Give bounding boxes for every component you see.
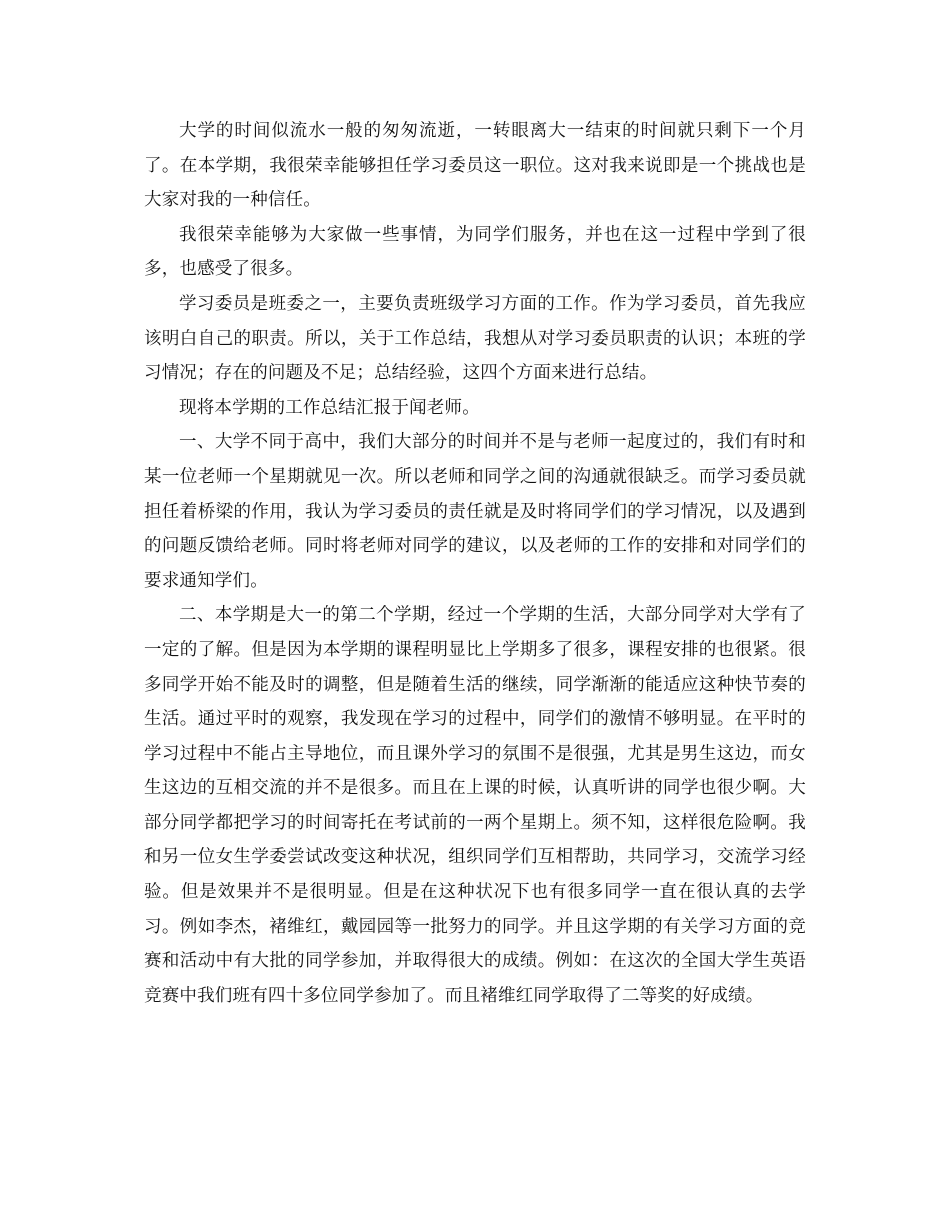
paragraph-intro: 大学的时间似流水一般的匆匆流逝，一转眼离大一结束的时间就只剩下一个月了。在本学期，我很荣幸能够担任学习委员这一职位。这对我来说即是一个挑战也是大家对我的一种信任。 (144, 121, 806, 211)
document-page (144, 114, 806, 1013)
paragraph-duties: 学习委员是班委之一，主要负责班级学习方面的工作。作为学习委员，首先我应该明白自己的职责。所以，关于工作总结，我想从对学习委员职责的认识；本班的学习情况；存在的问题及不足；总结经验，这四个方面来进行总结。 (144, 293, 806, 384)
paragraph-report: 现将本学期的工作总结汇报于闻老师。 (179, 397, 480, 418)
paragraph-gratitude: 我很荣幸能够为大家做一些事情，为同学们服务，并也在这一过程中学到了很多，也感受了很多。 (144, 224, 806, 280)
paragraph-section-one: 一、大学不同于高中，我们大部分的时间并不是与老师一起度过的，我们有时和某一位老师一个星期就见一次。所以老师和同学之间的沟通就很缺乏。而学习委员就担任着桥梁的作用，我认为学习委员的责任就是及时将同学们的学习情况，以及遇到的问题反馈给老师。同时将老师对同学的建议，以及老师的工作的安排和对同学们的要求通知学们。 (144, 432, 806, 591)
paragraph-section-two: 二、本学期是大一的第二个学期，经过一个学期的生活，大部分同学对大学有了一定的了解。但是因为本学期的课程明显比上学期多了很多，课程安排的也很紧。很多同学开始不能及时的调整，但是随着生活的继续，同学渐渐的能适应这种快节奏的生活。通过平时的观察，我发现在学习的过程中，同学们的激情不够明显。在平时的学习过程中不能占主导地位，而且课外学习的氛围不是很强，尤其是男生这边，而女生这边的互相交流的并不是很多。而且在上课的时候，认真听讲的同学也很少啊。大部分同学都把学习的时间寄托在考试前的一两个星期上。须不知，这样很危险啊。我和另一位女生学委尝试改变这种状况，组织同学们互相帮助，共同学习，交流学习经验。但是效果并不是很明显。但是在这种状况下也有很多同学一直在很认真的去学习。例如李杰，褚维红，戴园园等一批努力的同学。并且这学期的有关学习方面的竞赛和活动中有大批的同学参加，并取得很大的成绩。例如：在这次的全国大学生英语竞赛中我们班有四十多位同学参加了。而且褚维红同学取得了二等奖的好成绩。 (144, 605, 806, 1006)
